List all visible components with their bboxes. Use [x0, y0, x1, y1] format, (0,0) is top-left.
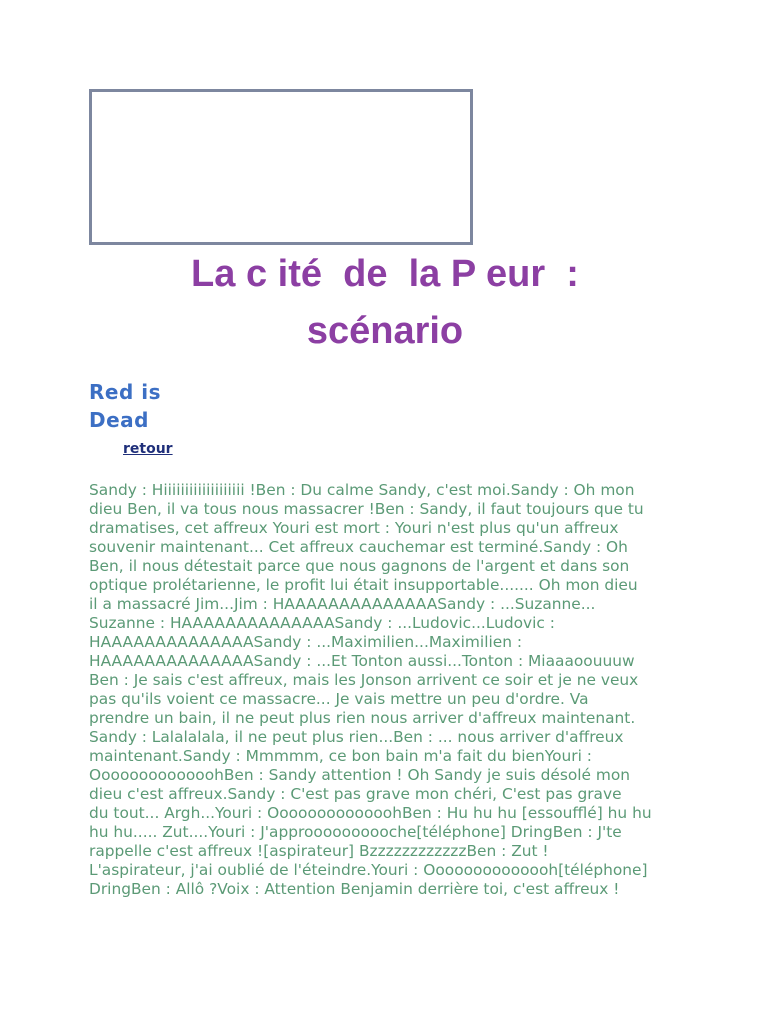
script-line: pas qu'ils voient ce massacre... Je vais mettre un peu d'ordre. Va — [89, 690, 589, 708]
script-line: HAAAAAAAAAAAAAASandy : ...Et Tonton aussi...Tonton : Miaaaoouuuw — [89, 652, 635, 670]
page-title: La c ité de la P eur : — [191, 253, 579, 295]
script-line: DringBen : Allô ?Voix : Attention Benjamin derrière toi, c'est affreux ! — [89, 880, 620, 898]
script-line: dieu Ben, il va tous nous massacrer !Ben : Sandy, il faut toujours que tu — [89, 500, 644, 518]
script-line: dieu c'est affreux.Sandy : C'est pas grave mon chéri, C'est pas grave — [89, 785, 622, 803]
script-line: OoooooooooooohBen : Sandy attention ! Oh Sandy je suis désolé mon — [89, 766, 631, 784]
script-line: souvenir maintenant... Cet affreux cauchemar est terminé.Sandy : Oh — [89, 538, 628, 556]
script-line: prendre un bain, il ne peut plus rien nous arriver d'affreux maintenant. — [89, 709, 636, 727]
script-line: rappelle c'est affreux ![aspirateur] BzzzzzzzzzzzzBen : Zut ! — [89, 842, 549, 860]
script-line: Sandy : Hiiiiiiiiiiiiiiiiiii !Ben : Du calme Sandy, c'est moi.Sandy : Oh mon — [89, 481, 635, 499]
image-placeholder — [89, 89, 473, 245]
script-line: il a massacré Jim...Jim : HAAAAAAAAAAAAAASandy : ...Suzanne... — [89, 595, 596, 613]
page-title-continued: scénario — [306, 310, 464, 352]
script-line: dramatises, cet affreux Youri est mort : Youri n'est plus qu'un affreux — [89, 519, 619, 537]
script-line: maintenant.Sandy : Mmmmm, ce bon bain m'a fait du bienYouri : — [89, 747, 592, 765]
section-subtitle-continued: Dead — [89, 408, 149, 432]
script-line: hu hu..... Zut....Youri : J'approooooooooche[téléphone] DringBen : J'te — [89, 823, 622, 841]
script-line: L'aspirateur, j'ai oublié de l'éteindre.Youri : Oooooooooooooh[téléphone] — [89, 861, 648, 879]
script-line: du tout... Argh...Youri : OoooooooooooohBen : Hu hu hu [essoufflé] hu hu — [89, 804, 652, 822]
script-line: HAAAAAAAAAAAAAASandy : ...Maximilien...Maximilien : — [89, 633, 523, 651]
back-link[interactable]: retour — [123, 441, 173, 457]
script-line: Suzanne : HAAAAAAAAAAAAAASandy : ...Ludovic...Ludovic : — [89, 614, 555, 632]
script-line: optique prolétarienne, le profit lui était insupportable....... Oh mon dieu — [89, 576, 638, 594]
section-subtitle: Red is — [89, 380, 162, 404]
script-line: Sandy : Lalalalala, il ne peut plus rien...Ben : ... nous arriver d'affreux — [89, 728, 624, 746]
script-text — [89, 481, 689, 899]
script-line: Ben : Je sais c'est affreux, mais les Jonson arrivent ce soir et je ne veux — [89, 671, 639, 689]
script-line: Ben, il nous détestait parce que nous gagnons de l'argent et dans son — [89, 557, 630, 575]
